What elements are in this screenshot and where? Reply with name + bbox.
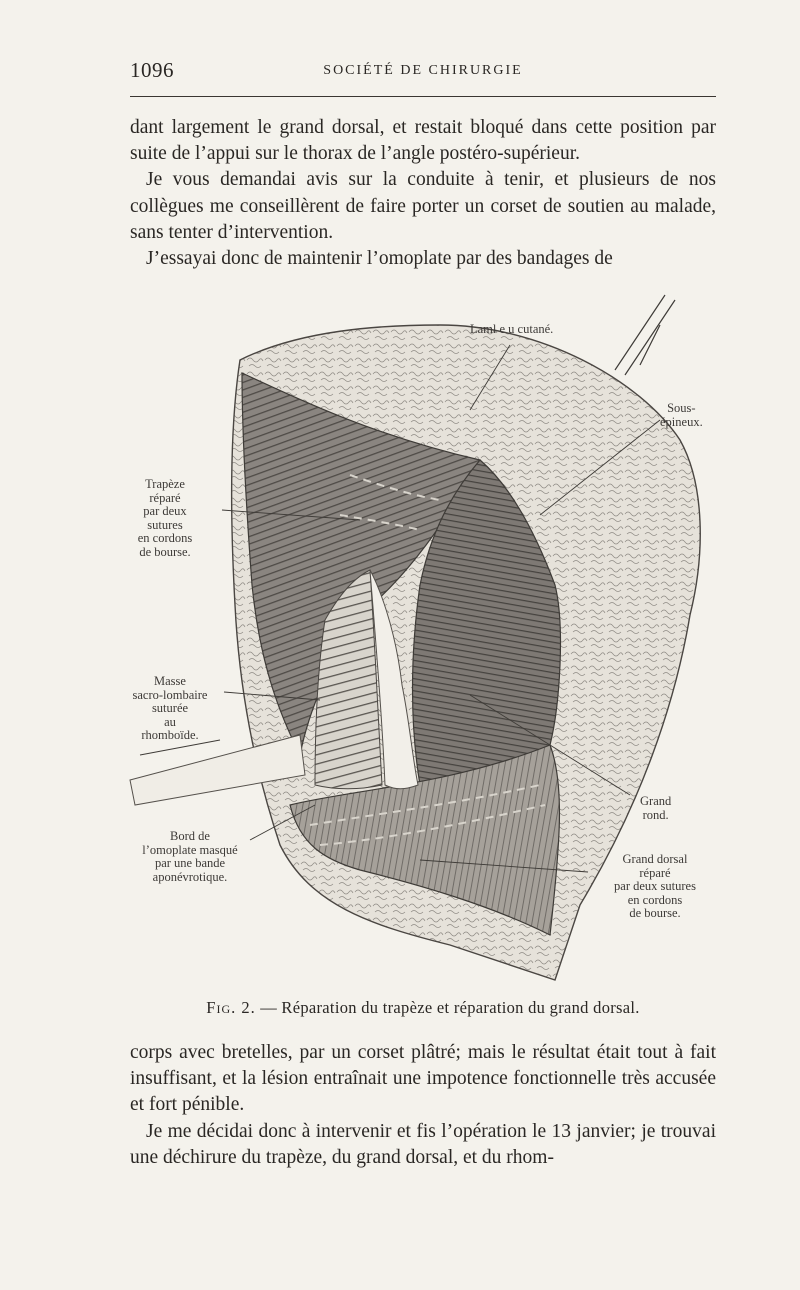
label-masse-sacro-lombaire (120, 675, 220, 743)
label-line: au (164, 714, 176, 729)
body-text-top (130, 115, 716, 272)
label-line: de bourse. (629, 906, 681, 921)
label-bord-omoplate (120, 830, 260, 884)
label-line: sacro-lombaire (132, 687, 208, 702)
label-line: Sous- (667, 401, 696, 415)
header-rule (130, 96, 716, 97)
body-text-bottom (130, 1040, 716, 1171)
running-title: SOCIÉTÉ DE CHIRURGIE (323, 63, 523, 78)
label-line: Trapèze (145, 477, 185, 491)
paragraph: J’essayai donc de maintenir l’omoplate par des bandages de (146, 248, 613, 270)
label-sous-epineux (660, 402, 703, 429)
page-header (130, 58, 716, 88)
label-line: aponévrotique. (152, 869, 228, 884)
label-line: réparé (149, 490, 181, 505)
label-trapeze (120, 478, 210, 560)
label-line: par deux sutures (614, 879, 696, 894)
label-line: Grand dorsal (622, 852, 688, 866)
caption-label: Fig. 2. (206, 998, 256, 1017)
label-line: Masse (154, 674, 186, 688)
label-lambeau-cutane: Laml e u cutané. (470, 322, 554, 336)
label-line: par deux (143, 504, 187, 519)
label-line: en cordons (627, 892, 683, 907)
label-grand-rond (640, 795, 671, 822)
label-line: réparé (639, 865, 671, 880)
label-grand-dorsal (595, 853, 715, 921)
forceps (615, 295, 675, 375)
label-line: par une bande (154, 856, 226, 871)
paragraph: Je vous demandai avis sur la conduite à tenir, et plusieurs de nos collègues me conseillèrent de faire porter un corset de soutien au malade, sans tenter d’intervention. (130, 169, 716, 243)
label-line: rond. (642, 807, 669, 822)
label-line: de bourse. (139, 544, 191, 559)
paragraph: dant largement le grand dorsal, et restait bloqué dans cette position par suite de l’appui sur le thorax de l’angle postéro-supérieur. (130, 117, 716, 165)
label-line: suturée (151, 701, 189, 716)
label-line: en cordons (137, 531, 193, 546)
page-number: 1096 (130, 58, 174, 82)
label-line: Bord de (170, 829, 210, 843)
paragraph: Je me décidai donc à intervenir et fis l’opération le 13 janvier; je trouvai une déchirure du trapèze, du grand dorsal, et du rhom- (130, 1120, 716, 1168)
paragraph: corps avec bretelles, par un corset plâtré; mais le résultat était tout à fait insuffisant, et la lésion entraînait une impotence fonctionnelle très accusée et fort pénible. (130, 1042, 716, 1116)
label-line: sutures (147, 517, 183, 532)
label-line: l’omoplate masqué (142, 842, 238, 857)
label-line: Grand (640, 794, 672, 808)
label-line: rhomboïde. (141, 728, 199, 743)
label-line: épineux. (660, 414, 703, 429)
anatomical-figure (120, 285, 740, 990)
figure-caption (130, 998, 716, 1018)
caption-text: — Réparation du trapèze et réparation du grand dorsal. (260, 998, 640, 1017)
